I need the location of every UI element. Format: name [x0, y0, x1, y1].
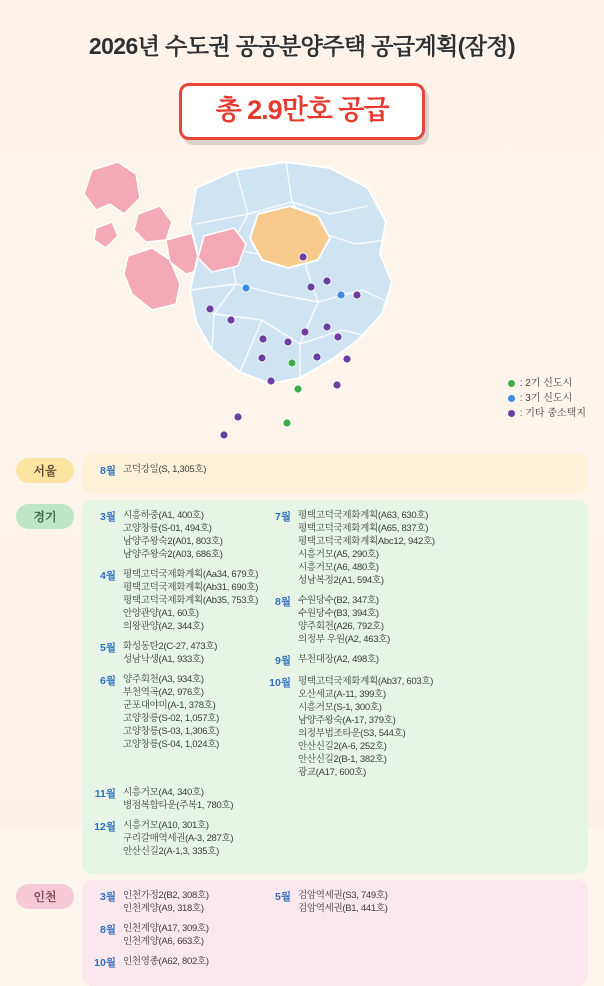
headline-badge-wrapper [0, 83, 604, 140]
list-item: 검암역세권(S3, 749호) [298, 890, 388, 901]
list-item: 평택고덕국제화계획Abc12, 942호) [298, 536, 435, 547]
month-items [123, 673, 219, 751]
legend-label: : 3기 신도시 [519, 393, 573, 404]
month-items [123, 786, 233, 812]
month-label: 5월 [275, 891, 291, 903]
month-items [123, 955, 209, 968]
legend-dot-purple [508, 410, 515, 417]
list-item: 부천역곡(A2, 976호) [123, 687, 204, 698]
map-dot-purple [259, 335, 267, 343]
month-label: 3월 [100, 891, 116, 903]
map-legend [508, 376, 586, 421]
region-column [269, 889, 434, 922]
list-item: 안산신길2(B-1, 382호) [298, 754, 387, 765]
list-item: 의정부 우원(A2, 463호) [298, 634, 390, 645]
map-dot-purple [323, 323, 331, 331]
month-group [94, 889, 269, 915]
legend-label: : 기타 중소택지 [519, 408, 586, 419]
list-item: 시흥거모(A6, 480호) [298, 562, 379, 573]
list-item: 고양창릉(S-02, 1,057호) [123, 713, 219, 724]
list-item: 오산세교(A-11, 399호) [298, 689, 386, 700]
legend-dot-blue [508, 395, 515, 402]
legend-item [508, 391, 586, 406]
map-dot-blue [337, 291, 345, 299]
region-tag-incheon: 인천 [16, 884, 74, 909]
month-label: 8월 [100, 924, 116, 936]
map-dot-purple [334, 333, 342, 341]
list-item: 양주회천(A26, 792호) [298, 621, 384, 632]
month-group [269, 675, 434, 779]
headline-badge-text: 총 2.9만호 공급 [215, 95, 389, 125]
list-item: 인천계양(A6, 663호) [123, 936, 204, 947]
list-item: 평택고덕국제화계획(Ab37, 603호) [298, 676, 434, 687]
page-title: 2026년 수도권 공공분양주택 공급계획(잠정) [88, 33, 516, 59]
list-item: 시흥거모(A4, 340호) [123, 787, 204, 798]
list-item: 고덕강일(S, 1,305호) [123, 464, 207, 475]
region-seoul [16, 454, 588, 494]
list-item: 인천영종(A62, 802호) [123, 956, 209, 967]
map-dot-purple [307, 283, 315, 291]
region-body-incheon [82, 880, 588, 986]
list-item: 평택고덕국제화계획(Ab35, 753호) [123, 595, 259, 606]
list-item: 성남낙생(A1, 933호) [123, 654, 204, 665]
map-dot-purple [333, 381, 341, 389]
month-group [94, 568, 269, 633]
list-item: 성남복정2(A1, 594호) [298, 575, 384, 586]
list-item: 안양관양(A1, 60호) [123, 608, 199, 619]
map-dot-purple [227, 316, 235, 324]
month-label: 8월 [100, 465, 116, 477]
map-dot-green [283, 419, 291, 427]
list-item: 의왕관양(A2, 344호) [123, 621, 204, 632]
region-gyeonggi [16, 500, 588, 874]
map-dot-purple [234, 413, 242, 421]
month-group [269, 653, 434, 668]
month-items [123, 640, 217, 666]
region-column [94, 889, 269, 922]
region-body-seoul [82, 454, 588, 494]
month-label: 10월 [94, 957, 116, 969]
month-items [123, 463, 206, 476]
region-column [94, 463, 269, 485]
legend-dot-green [508, 380, 515, 387]
month-label: 4월 [100, 570, 116, 582]
region-tag-seoul: 서울 [16, 458, 74, 483]
month-items [298, 594, 390, 646]
list-item: 고양창릉(S-01, 494호) [123, 523, 212, 534]
map-dot-blue [242, 284, 250, 292]
month-label: 8월 [275, 596, 291, 608]
region-incheon [16, 880, 588, 986]
list-item: 평택고덕국제화계획(Aa34, 679호) [123, 569, 259, 580]
list-item: 인천계양(A17, 309호) [123, 923, 209, 934]
month-items [123, 568, 258, 633]
list-item: 시흥하중(A1, 400호) [123, 510, 204, 521]
map-dot-purple [353, 291, 361, 299]
month-label: 12월 [94, 821, 116, 833]
list-item: 남양주왕숙(A-17, 379호) [298, 715, 396, 726]
month-items [123, 922, 209, 948]
list-item: 안산신길2(A-6, 252호) [298, 741, 387, 752]
month-group [94, 640, 269, 666]
month-label: 7월 [275, 511, 291, 523]
list-item: 안산신길2(A-1,3, 335호) [123, 846, 219, 857]
month-label: 10월 [269, 677, 291, 689]
list-item: 인천계양(A9, 318호) [123, 903, 204, 914]
list-item: 부천대장(A2, 498호) [298, 654, 379, 665]
list-item: 평택고덕국제화계획(A65, 837호) [298, 523, 429, 534]
list-item: 광교(A17, 600호) [298, 767, 366, 778]
month-label: 3월 [100, 511, 116, 523]
list-item: 의정부법조타운(S3, 544호) [298, 728, 406, 739]
list-item: 수원당수(B2, 347호) [298, 595, 379, 606]
map-dot-purple [267, 377, 275, 385]
map-dot-purple [284, 338, 292, 346]
month-items [298, 889, 388, 915]
month-items [123, 819, 233, 858]
region-tag-gyeonggi: 경기 [16, 504, 74, 529]
list-item: 군포대야미(A-1, 378호) [123, 700, 216, 711]
month-group [94, 819, 264, 858]
map-dot-purple [343, 355, 351, 363]
list-item: 시흥거모(A10, 301호) [123, 820, 209, 831]
month-group [269, 594, 434, 646]
list-item: 평택고덕국제화계획(Ab31, 690호) [123, 582, 259, 593]
list-item: 남양주왕숙2(A01, 803호) [123, 536, 223, 547]
list-item: 평택고덕국제화계획(A63, 630호) [298, 510, 429, 521]
map-dot-purple [301, 328, 309, 336]
map-dot-purple [220, 431, 228, 439]
month-label: 9월 [275, 655, 291, 667]
month-group [269, 889, 434, 915]
month-group [94, 509, 269, 561]
month-label: 11월 [94, 788, 116, 800]
list-item: 남양주왕숙2(A03, 686호) [123, 549, 223, 560]
month-items [123, 509, 223, 561]
list-item: 고양창릉(S-03, 1,306호) [123, 726, 219, 737]
map-dot-purple [206, 305, 214, 313]
map-dot-purple [258, 354, 266, 362]
list-item: 검암역세권(B1, 441호) [298, 903, 388, 914]
month-items [123, 889, 209, 915]
list-item: 구리갈매역세권(A-3, 287호) [123, 833, 234, 844]
region-column [269, 509, 434, 786]
legend-label: : 2기 신도시 [519, 378, 573, 389]
list-item: 시흥거모(S-1, 300호) [298, 702, 382, 713]
month-label: 5월 [100, 642, 116, 654]
month-label: 6월 [100, 675, 116, 687]
month-items [298, 653, 379, 666]
map-dot-green [288, 359, 296, 367]
month-group [94, 786, 264, 812]
legend-item [508, 406, 586, 421]
list-item: 인천가정2(B2, 308호) [123, 890, 209, 901]
month-group [94, 955, 264, 970]
map-dot-purple [323, 277, 331, 285]
map-dot-purple [299, 253, 307, 261]
month-group [94, 463, 269, 478]
map-dot-purple [313, 353, 321, 361]
legend-item [508, 376, 586, 391]
month-group [94, 922, 264, 948]
month-items [298, 509, 435, 587]
map-area [0, 144, 604, 454]
list-item: 고양창릉(S-04, 1,024호) [123, 739, 219, 750]
list-item: 병점복합타운(주복1, 780호) [123, 800, 234, 811]
month-group [269, 509, 434, 587]
region-column [94, 786, 264, 865]
list-item: 시흥거모(A5, 290호) [298, 549, 379, 560]
month-group [94, 673, 269, 751]
headline-badge [179, 83, 426, 140]
region-column [94, 922, 264, 977]
list-item: 양주회천(A3, 934호) [123, 674, 204, 685]
list-item: 수원당수(B3, 394호) [298, 608, 379, 619]
list-item: 화성동탄2(C-27, 473호) [123, 641, 218, 652]
month-items [298, 675, 433, 779]
region-body-gyeonggi [82, 500, 588, 874]
map-dot-green [294, 385, 302, 393]
region-column [94, 509, 269, 786]
